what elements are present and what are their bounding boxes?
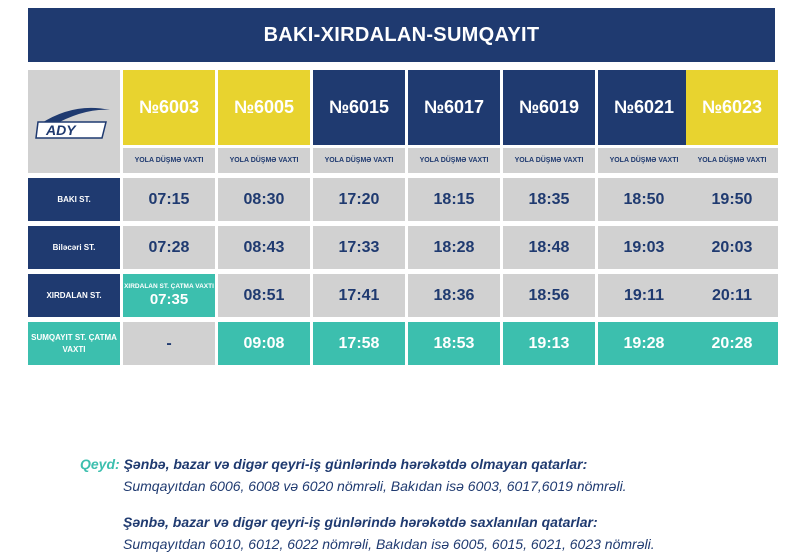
time-cell: 19:11 [598, 274, 690, 317]
time-cell-arrival [123, 274, 215, 317]
departure-label: YOLA DÜŞMƏ VAXTI [218, 148, 310, 173]
time-cell: 19:28 [598, 322, 690, 365]
departure-label: YOLA DÜŞMƏ VAXTI [598, 148, 690, 173]
departure-label: YOLA DÜŞMƏ VAXTI [313, 148, 405, 173]
time-cell: 18:56 [503, 274, 595, 317]
time-cell: 09:08 [218, 322, 310, 365]
row-label-xirdalan: XIRDALAN ST. [28, 274, 120, 317]
note-line-4 [123, 536, 655, 552]
note-line-3 [123, 514, 598, 530]
time-cell: 18:53 [408, 322, 500, 365]
time-cell: 18:28 [408, 226, 500, 269]
time-cell: 18:15 [408, 178, 500, 221]
train-header-6021: №6021 [598, 70, 690, 145]
time-cell: 17:33 [313, 226, 405, 269]
time-cell: 17:20 [313, 178, 405, 221]
time-cell: 19:03 [598, 226, 690, 269]
train-header-6005: №6005 [218, 70, 310, 145]
train-header-6019: №6019 [503, 70, 595, 145]
train-header-6023: №6023 [686, 70, 778, 145]
row-label-baki: BAKI ST. [28, 178, 120, 221]
time-cell: - [123, 322, 215, 365]
row-label-sumqayit: SUMQAYIT ST. ÇATMA VAXTI [28, 322, 120, 365]
departure-label: YOLA DÜŞMƏ VAXTI [686, 148, 778, 173]
note-line-2 [123, 478, 627, 494]
time-cell: 08:30 [218, 178, 310, 221]
qeyd-label: Qeyd: [80, 456, 120, 472]
ady-logo-icon [34, 100, 114, 144]
arrival-note: XIRDALAN ST. ÇATMA VAXTI [124, 283, 214, 290]
note-heading-1: Şənbə, bazar və digər qeyri-iş günlərində hərəkətdə olmayan qatarlar: [123, 456, 588, 472]
note-line-1 [80, 456, 587, 472]
time-cell: 19:50 [686, 178, 778, 221]
departure-label: YOLA DÜŞMƏ VAXTI [123, 148, 215, 173]
time-cell: 07:15 [123, 178, 215, 221]
departure-label: YOLA DÜŞMƏ VAXTI [503, 148, 595, 173]
logo-text: ADY [46, 121, 76, 138]
note-text-1: Sumqayıtdan 6006, 6008 və 6020 nömrəli, Bakıdan isə 6003, 6017,6019 nömrəli. [123, 478, 627, 494]
arrival-time: 07:35 [149, 291, 189, 308]
note-text-2: Sumqayıtdan 6010, 6012, 6022 nömrəli, Bakıdan isə 6005, 6015, 6021, 6023 nömrəli. [123, 536, 655, 552]
time-cell: 18:48 [503, 226, 595, 269]
time-cell: 18:36 [408, 274, 500, 317]
time-cell: 07:28 [123, 226, 215, 269]
time-cell: 17:41 [313, 274, 405, 317]
time-cell: 17:58 [313, 322, 405, 365]
train-header-6017: №6017 [408, 70, 500, 145]
time-cell: 18:35 [503, 178, 595, 221]
time-cell: 20:28 [686, 322, 778, 365]
note-heading-2: Şənbə, bazar və digər qeyri-iş günlərində hərəkətdə saxlanılan qatarlar: [123, 514, 598, 530]
train-header-6003: №6003 [123, 70, 215, 145]
time-cell: 18:50 [598, 178, 690, 221]
row-label-bilecari: Biləcəri ST. [28, 226, 120, 269]
time-cell: 08:43 [218, 226, 310, 269]
train-header-6015: №6015 [313, 70, 405, 145]
time-cell: 20:11 [686, 274, 778, 317]
time-cell: 20:03 [686, 226, 778, 269]
departure-label: YOLA DÜŞMƏ VAXTI [408, 148, 500, 173]
time-cell: 08:51 [218, 274, 310, 317]
ady-logo [28, 70, 120, 173]
schedule-title: BAKI-XIRDALAN-SUMQAYIT [28, 8, 775, 62]
time-cell: 19:13 [503, 322, 595, 365]
